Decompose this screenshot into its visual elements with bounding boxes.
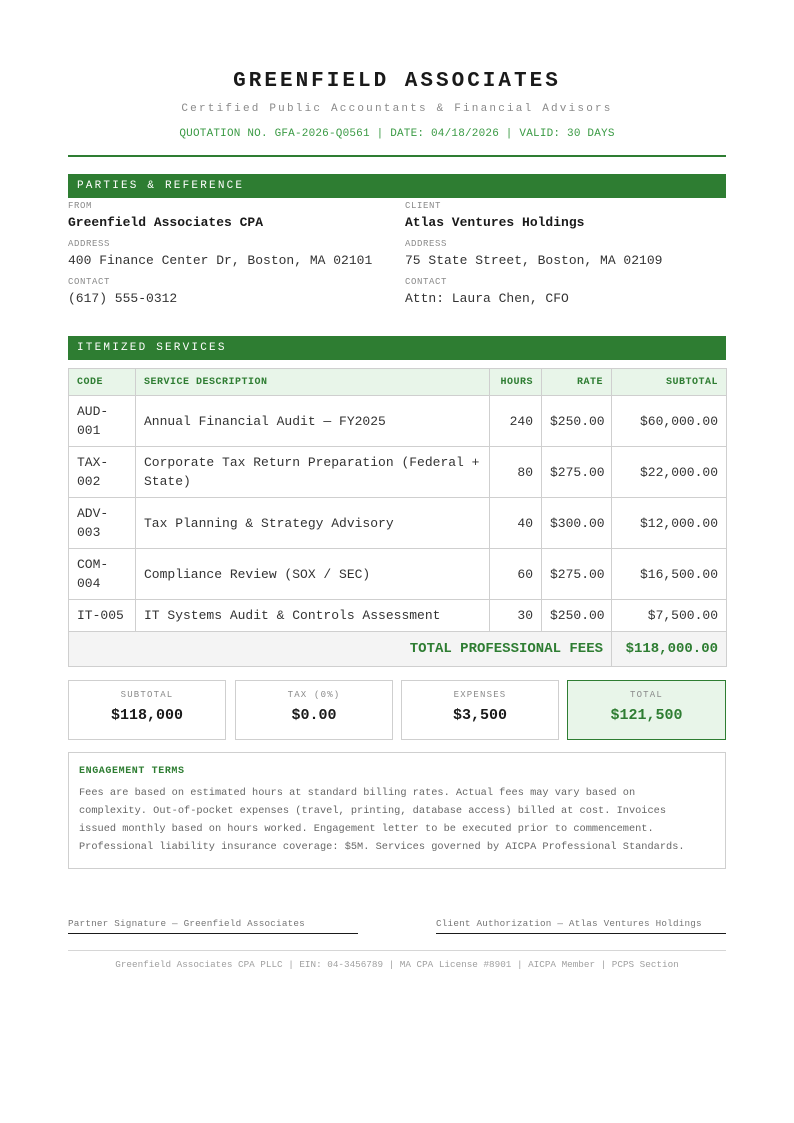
from-address-label: ADDRESS xyxy=(68,239,111,249)
service-subtotal: $60,000.00 xyxy=(612,396,727,447)
service-rate: $250.00 xyxy=(542,396,612,447)
table-row xyxy=(69,600,727,632)
service-hours: 60 xyxy=(490,549,542,600)
terms-line: issued monthly based on hours worked. Engagement letter to be executed prior to commencement. xyxy=(79,823,654,835)
service-code: TAX-002 xyxy=(69,447,136,498)
table-row xyxy=(69,549,727,600)
services-section-header: ITEMIZED SERVICES xyxy=(68,336,726,360)
table-total-row xyxy=(69,632,727,667)
table-row xyxy=(69,447,727,498)
client-authorization-line: Client Authorization — Atlas Ventures Holdings xyxy=(436,918,726,934)
service-hours: 80 xyxy=(490,447,542,498)
terms-line: complexity. Out-of-pocket expenses (travel, printing, database access) billed at cost. Invoices xyxy=(79,805,667,817)
summary-tax-box xyxy=(235,680,393,740)
summary-value: $121,500 xyxy=(610,707,683,724)
footer-divider xyxy=(68,950,726,951)
client-contact: Attn: Laura Chen, CFO xyxy=(405,291,569,306)
total-fees-value: $118,000.00 xyxy=(612,632,727,667)
client-address: 75 State Street, Boston, MA 02109 xyxy=(405,253,663,268)
summary-value: $3,500 xyxy=(452,707,507,724)
service-rate: $275.00 xyxy=(542,447,612,498)
terms-body xyxy=(79,784,715,856)
client-contact-label: CONTACT xyxy=(405,277,448,287)
header-divider xyxy=(68,155,726,157)
summary-boxes xyxy=(68,680,726,740)
column-header-description: SERVICE DESCRIPTION xyxy=(136,369,490,396)
client-label: CLIENT xyxy=(405,201,442,211)
footer-text: Greenfield Associates CPA PLLC | EIN: 04-3456789 | MA CPA License #8901 | AICPA Member | PCPS Section xyxy=(115,959,679,970)
client-name: Atlas Ventures Holdings xyxy=(405,215,585,230)
terms-title: ENGAGEMENT TERMS xyxy=(79,766,185,777)
service-code: IT-005 xyxy=(69,600,136,632)
from-contact-label: CONTACT xyxy=(68,277,111,287)
column-header-subtotal: SUBTOTAL xyxy=(612,369,727,396)
service-rate: $300.00 xyxy=(542,498,612,549)
service-code: ADV-003 xyxy=(69,498,136,549)
summary-label: TAX (0%) xyxy=(287,690,341,700)
total-fees-label: TOTAL PROFESSIONAL FEES xyxy=(69,632,612,667)
service-hours: 40 xyxy=(490,498,542,549)
service-subtotal: $12,000.00 xyxy=(612,498,727,549)
summary-label: TOTAL xyxy=(629,690,663,700)
service-description: Compliance Review (SOX / SEC) xyxy=(136,549,490,600)
table-header-row xyxy=(69,369,727,396)
table-row xyxy=(69,396,727,447)
client-address-label: ADDRESS xyxy=(405,239,448,249)
summary-expenses-box xyxy=(401,680,559,740)
quotation-reference: QUOTATION NO. GFA-2026-Q0561 | DATE: 04/18/2026 | VALID: 30 DAYS xyxy=(179,128,615,140)
column-header-rate: RATE xyxy=(542,369,612,396)
summary-total-box xyxy=(567,680,726,740)
service-description: Corporate Tax Return Preparation (Federal + State) xyxy=(136,447,490,498)
company-tagline: Certified Public Accountants & Financial Advisors xyxy=(181,103,613,115)
column-header-hours: HOURS xyxy=(490,369,542,396)
service-subtotal: $16,500.00 xyxy=(612,549,727,600)
service-code: AUD-001 xyxy=(69,396,136,447)
service-rate: $250.00 xyxy=(542,600,612,632)
service-description: Annual Financial Audit — FY2025 xyxy=(136,396,490,447)
service-subtotal: $7,500.00 xyxy=(612,600,727,632)
from-party xyxy=(68,200,398,314)
service-rate: $275.00 xyxy=(542,549,612,600)
summary-subtotal-box xyxy=(68,680,226,740)
from-address: 400 Finance Center Dr, Boston, MA 02101 xyxy=(68,253,373,268)
from-contact: (617) 555-0312 xyxy=(68,291,178,306)
service-hours: 30 xyxy=(490,600,542,632)
service-code: COM-004 xyxy=(69,549,136,600)
summary-value: $0.00 xyxy=(291,707,337,724)
terms-line: Professional liability insurance coverage: $5M. Services governed by AICPA Professional Standards. xyxy=(79,841,685,853)
summary-value: $118,000 xyxy=(110,707,183,724)
service-description: IT Systems Audit & Controls Assessment xyxy=(136,600,490,632)
service-subtotal: $22,000.00 xyxy=(612,447,727,498)
summary-label: EXPENSES xyxy=(453,690,507,700)
column-header-code: CODE xyxy=(69,369,136,396)
service-hours: 240 xyxy=(490,396,542,447)
summary-label: SUBTOTAL xyxy=(120,690,174,700)
terms-line: Fees are based on estimated hours at standard billing rates. Actual fees may vary based on xyxy=(79,787,636,799)
from-label: FROM xyxy=(68,201,93,211)
from-name: Greenfield Associates CPA xyxy=(68,215,264,230)
partner-signature-line: Partner Signature — Greenfield Associates xyxy=(68,918,358,934)
service-description: Tax Planning & Strategy Advisory xyxy=(136,498,490,549)
client-party xyxy=(405,200,735,314)
table-row xyxy=(69,498,727,549)
services-table xyxy=(68,368,727,667)
company-name: GREENFIELD ASSOCIATES xyxy=(233,70,561,93)
parties-section-header: PARTIES & REFERENCE xyxy=(68,174,726,198)
engagement-terms xyxy=(68,752,726,869)
